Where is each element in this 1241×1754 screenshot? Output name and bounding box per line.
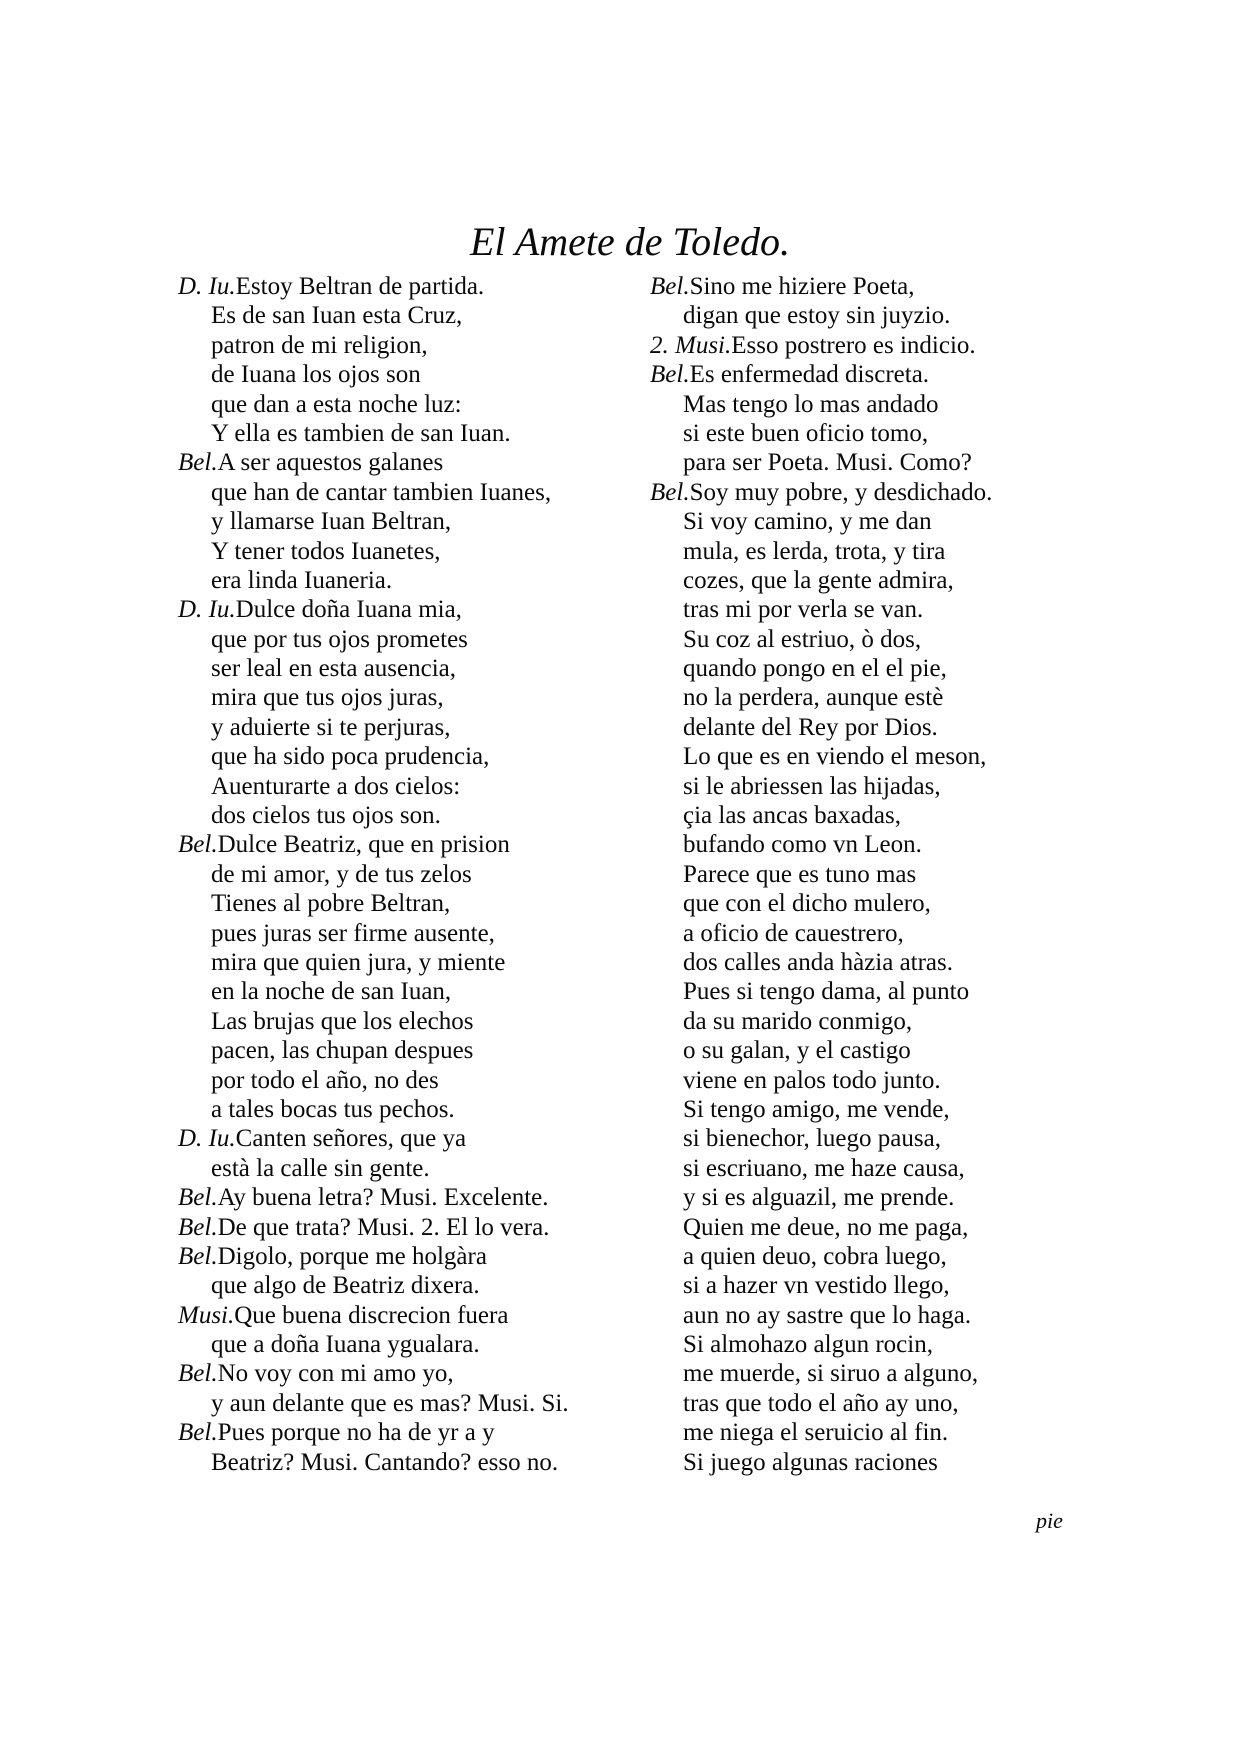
verse-text: me muerde, si siruo a alguno, xyxy=(683,1360,979,1388)
verse-text: mula, es lerda, trota, y tira xyxy=(683,537,946,565)
verse-line xyxy=(178,713,628,742)
verse-line xyxy=(650,977,1070,1006)
verse-text: si a hazer vn vestido llego, xyxy=(683,1272,950,1300)
verse-text: a tales bocas tus pechos. xyxy=(211,1095,455,1123)
verse-line xyxy=(178,1242,628,1271)
verse-text: Si juego algunas raciones xyxy=(683,1448,938,1476)
right-column xyxy=(650,272,1070,1477)
verse-line xyxy=(650,948,1070,977)
verse-line xyxy=(650,566,1070,595)
verse-text: dos calles anda hàzia atras. xyxy=(683,948,954,976)
verse-text: Ay buena letra? Musi. Excelente. xyxy=(217,1184,549,1212)
speaker-label: Bel. xyxy=(178,1213,218,1241)
verse-text: que con el dicho mulero, xyxy=(683,890,931,918)
verse-line xyxy=(178,683,628,712)
verse-line xyxy=(178,860,628,889)
verse-text: Lo que es en viendo el meson, xyxy=(683,743,987,771)
verse-text: Parece que es tuno mas xyxy=(683,860,917,888)
verse-text: que han de cantar tambien Iuanes, xyxy=(211,478,552,506)
speaker-label: Bel. xyxy=(178,1184,218,1212)
verse-line xyxy=(178,919,628,948)
verse-text: Beatriz? Musi. Cantando? esso no. xyxy=(211,1448,559,1476)
verse-line xyxy=(178,507,628,536)
verse-line xyxy=(650,507,1070,536)
verse-text: mira que tus ojos juras, xyxy=(211,684,444,712)
verse-text: Su coz al estriuo, ò dos, xyxy=(683,625,922,653)
verse-line xyxy=(650,272,1070,301)
verse-line xyxy=(650,448,1070,477)
verse-text: por todo el año, no des xyxy=(211,1066,439,1094)
verse-line xyxy=(178,977,628,1006)
verse-text: Dulce Beatriz, que en prision xyxy=(217,831,510,859)
verse-text: que a doña Iuana ygualara. xyxy=(211,1331,480,1359)
verse-line xyxy=(178,1007,628,1036)
verse-line xyxy=(650,889,1070,918)
speaker-label: D. Iu. xyxy=(178,273,236,300)
running-head: El Amete de Toledo. xyxy=(470,219,790,264)
verse-text: quando pongo en el el pie, xyxy=(683,655,947,683)
verse-line xyxy=(178,272,628,301)
verse-text: Canten señores, que ya xyxy=(235,1125,467,1153)
verse-text: y llamarse Iuan Beltran, xyxy=(211,508,452,536)
verse-text: De que trata? Musi. 2. El lo vera. xyxy=(217,1213,550,1241)
speaker-label: Bel. xyxy=(178,831,218,859)
verse-text: Pues si tengo dama, al punto xyxy=(683,978,970,1006)
verse-line xyxy=(650,1448,1070,1477)
verse-line xyxy=(178,772,628,801)
verse-line xyxy=(650,1066,1070,1095)
verse-text: si bienechor, luego pausa, xyxy=(683,1125,941,1153)
speaker-label: Bel. xyxy=(650,361,690,389)
verse-line xyxy=(650,713,1070,742)
speaker-label: D. Iu. xyxy=(178,596,236,624)
verse-line xyxy=(178,1359,628,1388)
verse-line xyxy=(650,1154,1070,1183)
verse-text: Y tener todos Iuanetes, xyxy=(211,537,441,565)
verse-text: no la perdera, aunque estè xyxy=(683,684,944,712)
verse-line xyxy=(650,625,1070,654)
verse-text: mira que quien jura, y miente xyxy=(211,948,506,976)
verse-line xyxy=(650,1007,1070,1036)
speaker-label: Bel. xyxy=(650,478,690,506)
verse-text: de mi amor, y de tus zelos xyxy=(211,860,472,888)
verse-line xyxy=(650,1418,1070,1447)
verse-line xyxy=(650,331,1070,360)
verse-text: delante del Rey por Dios. xyxy=(683,713,938,741)
verse-text: para ser Poeta. Musi. Como? xyxy=(683,449,972,477)
verse-line xyxy=(178,654,628,683)
verse-line xyxy=(178,301,628,330)
verse-line xyxy=(650,654,1070,683)
verse-line xyxy=(650,830,1070,859)
verse-line xyxy=(178,1154,628,1183)
verse-line xyxy=(650,919,1070,948)
verse-text: y aun delante que es mas? Musi. Si. xyxy=(211,1389,569,1417)
verse-text: Que buena discrecion fuera xyxy=(234,1301,509,1329)
verse-text: Sino me hiziere Poeta, xyxy=(689,273,915,300)
verse-text: Tienes al pobre Beltran, xyxy=(211,890,451,918)
speaker-label: Bel. xyxy=(650,273,690,300)
verse-text: Pues porque no ha de yr a y xyxy=(217,1419,495,1447)
verse-text: bufando como vn Leon. xyxy=(683,831,922,859)
catchword: pie xyxy=(1036,1508,1063,1533)
verse-line xyxy=(650,478,1070,507)
verse-line xyxy=(650,1359,1070,1388)
verse-text: que dan a esta noche luz: xyxy=(211,390,462,418)
verse-text: Es enfermedad discreta. xyxy=(689,361,930,389)
verse-line xyxy=(650,1183,1070,1212)
verse-text: que ha sido poca prudencia, xyxy=(211,743,490,771)
verse-line xyxy=(178,360,628,389)
verse-line xyxy=(178,1183,628,1212)
verse-line xyxy=(178,830,628,859)
verse-line xyxy=(178,331,628,360)
speaker-label: 2. Musi. xyxy=(650,331,732,359)
verse-line xyxy=(178,595,628,624)
verse-text: aun no ay sastre que lo haga. xyxy=(683,1301,972,1329)
verse-line xyxy=(650,390,1070,419)
verse-line xyxy=(178,390,628,419)
verse-text: Quien me deue, no me paga, xyxy=(683,1213,969,1241)
verse-text: y aduierte si te perjuras, xyxy=(211,713,451,741)
verse-text: que por tus ojos prometes xyxy=(211,625,468,653)
verse-text: Si voy camino, y me dan xyxy=(683,508,932,536)
verse-text: pacen, las chupan despues xyxy=(211,1037,474,1065)
verse-text: està la calle sin gente. xyxy=(211,1154,430,1182)
verse-line xyxy=(650,1330,1070,1359)
verse-text: ser leal en esta ausencia, xyxy=(211,655,457,683)
verse-line xyxy=(650,1389,1070,1418)
verse-text: pues juras ser firme ausente, xyxy=(211,919,495,947)
verse-text: si le abriessen las hijadas, xyxy=(683,772,941,800)
verse-line xyxy=(650,772,1070,801)
verse-text: digan que estoy sin juyzio. xyxy=(683,302,951,330)
verse-text: Estoy Beltran de partida. xyxy=(235,273,485,300)
verse-line xyxy=(178,742,628,771)
verse-line xyxy=(650,360,1070,389)
verse-text: y si es alguazil, me prende. xyxy=(683,1184,955,1212)
verse-line xyxy=(178,889,628,918)
verse-text: tras mi por verla se van. xyxy=(683,596,924,624)
verse-text: çia las ancas baxadas, xyxy=(683,802,901,830)
verse-line xyxy=(650,683,1070,712)
verse-line xyxy=(650,860,1070,889)
verse-line xyxy=(650,1124,1070,1153)
verse-line xyxy=(178,1124,628,1153)
verse-line xyxy=(178,1418,628,1447)
verse-line xyxy=(178,478,628,507)
verse-text: Si almohazo algun rocin, xyxy=(683,1331,933,1359)
verse-text: No voy con mi amo yo, xyxy=(217,1360,454,1388)
verse-text: Soy muy pobre, y desdichado. xyxy=(689,478,993,506)
verse-line xyxy=(178,625,628,654)
verse-line xyxy=(650,301,1070,330)
verse-line xyxy=(650,742,1070,771)
verse-line xyxy=(178,1066,628,1095)
verse-line xyxy=(650,1301,1070,1330)
verse-text: si este buen oficio tomo, xyxy=(683,419,929,447)
verse-line xyxy=(650,1271,1070,1300)
verse-text: viene en palos todo junto. xyxy=(683,1066,941,1094)
verse-line xyxy=(650,1036,1070,1065)
verse-line xyxy=(650,801,1070,830)
verse-text: a quien deuo, cobra luego, xyxy=(683,1242,947,1270)
verse-line xyxy=(178,1095,628,1124)
verse-text: Esso postrero es indicio. xyxy=(731,331,976,359)
verse-text: Dulce doña Iuana mia, xyxy=(235,596,462,624)
speaker-label: Bel. xyxy=(178,1419,218,1447)
speaker-label: Bel. xyxy=(178,1360,218,1388)
verse-line xyxy=(178,1301,628,1330)
verse-line xyxy=(178,419,628,448)
verse-line xyxy=(178,1330,628,1359)
verse-line xyxy=(650,1095,1070,1124)
verse-text: Digolo, porque me holgàra xyxy=(217,1242,487,1270)
verse-text: patron de mi religion, xyxy=(211,331,428,359)
verse-text: dos cielos tus ojos son. xyxy=(211,802,441,830)
verse-text: tras que todo el año ay uno, xyxy=(683,1389,959,1417)
verse-text: me niega el seruicio al fin. xyxy=(683,1419,949,1447)
verse-line xyxy=(650,419,1070,448)
verse-text: o su galan, y el castigo xyxy=(683,1037,911,1065)
verse-text: cozes, que la gente admira, xyxy=(683,566,954,594)
verse-line xyxy=(650,1213,1070,1242)
verse-text: a oficio de cauestrero, xyxy=(683,919,904,947)
verse-line xyxy=(178,948,628,977)
verse-text: Es de san Iuan esta Cruz, xyxy=(211,302,463,330)
verse-line xyxy=(178,801,628,830)
speaker-label: Musi. xyxy=(178,1301,235,1329)
verse-line xyxy=(178,1213,628,1242)
verse-line xyxy=(178,1036,628,1065)
verse-line xyxy=(178,448,628,477)
verse-text: Auenturarte a dos cielos: xyxy=(211,772,461,800)
verse-text: era linda Iuaneria. xyxy=(211,566,393,594)
verse-line xyxy=(650,537,1070,566)
verse-text: si escriuano, me haze causa, xyxy=(683,1154,965,1182)
verse-line xyxy=(178,537,628,566)
verse-text: que algo de Beatriz dixera. xyxy=(211,1272,480,1300)
verse-line xyxy=(178,1448,628,1477)
speaker-label: D. Iu. xyxy=(178,1125,236,1153)
speaker-label: Bel. xyxy=(178,1242,218,1270)
verse-text: Y ella es tambien de san Iuan. xyxy=(211,419,511,447)
verse-line xyxy=(650,1242,1070,1271)
verse-line xyxy=(178,566,628,595)
verse-line xyxy=(650,595,1070,624)
verse-text: Si tengo amigo, me vende, xyxy=(683,1095,950,1123)
verse-text: de Iuana los ojos son xyxy=(211,361,421,389)
verse-line xyxy=(178,1271,628,1300)
verse-text: en la noche de san Iuan, xyxy=(211,978,452,1006)
verse-text: Las brujas que los elechos xyxy=(211,1007,474,1035)
verse-text: da su marido conmigo, xyxy=(683,1007,913,1035)
verse-text: A ser aquestos galanes xyxy=(217,449,444,477)
left-column xyxy=(178,272,628,1477)
verse-line xyxy=(178,1389,628,1418)
verse-text: Mas tengo lo mas andado xyxy=(683,390,939,418)
speaker-label: Bel. xyxy=(178,449,218,477)
